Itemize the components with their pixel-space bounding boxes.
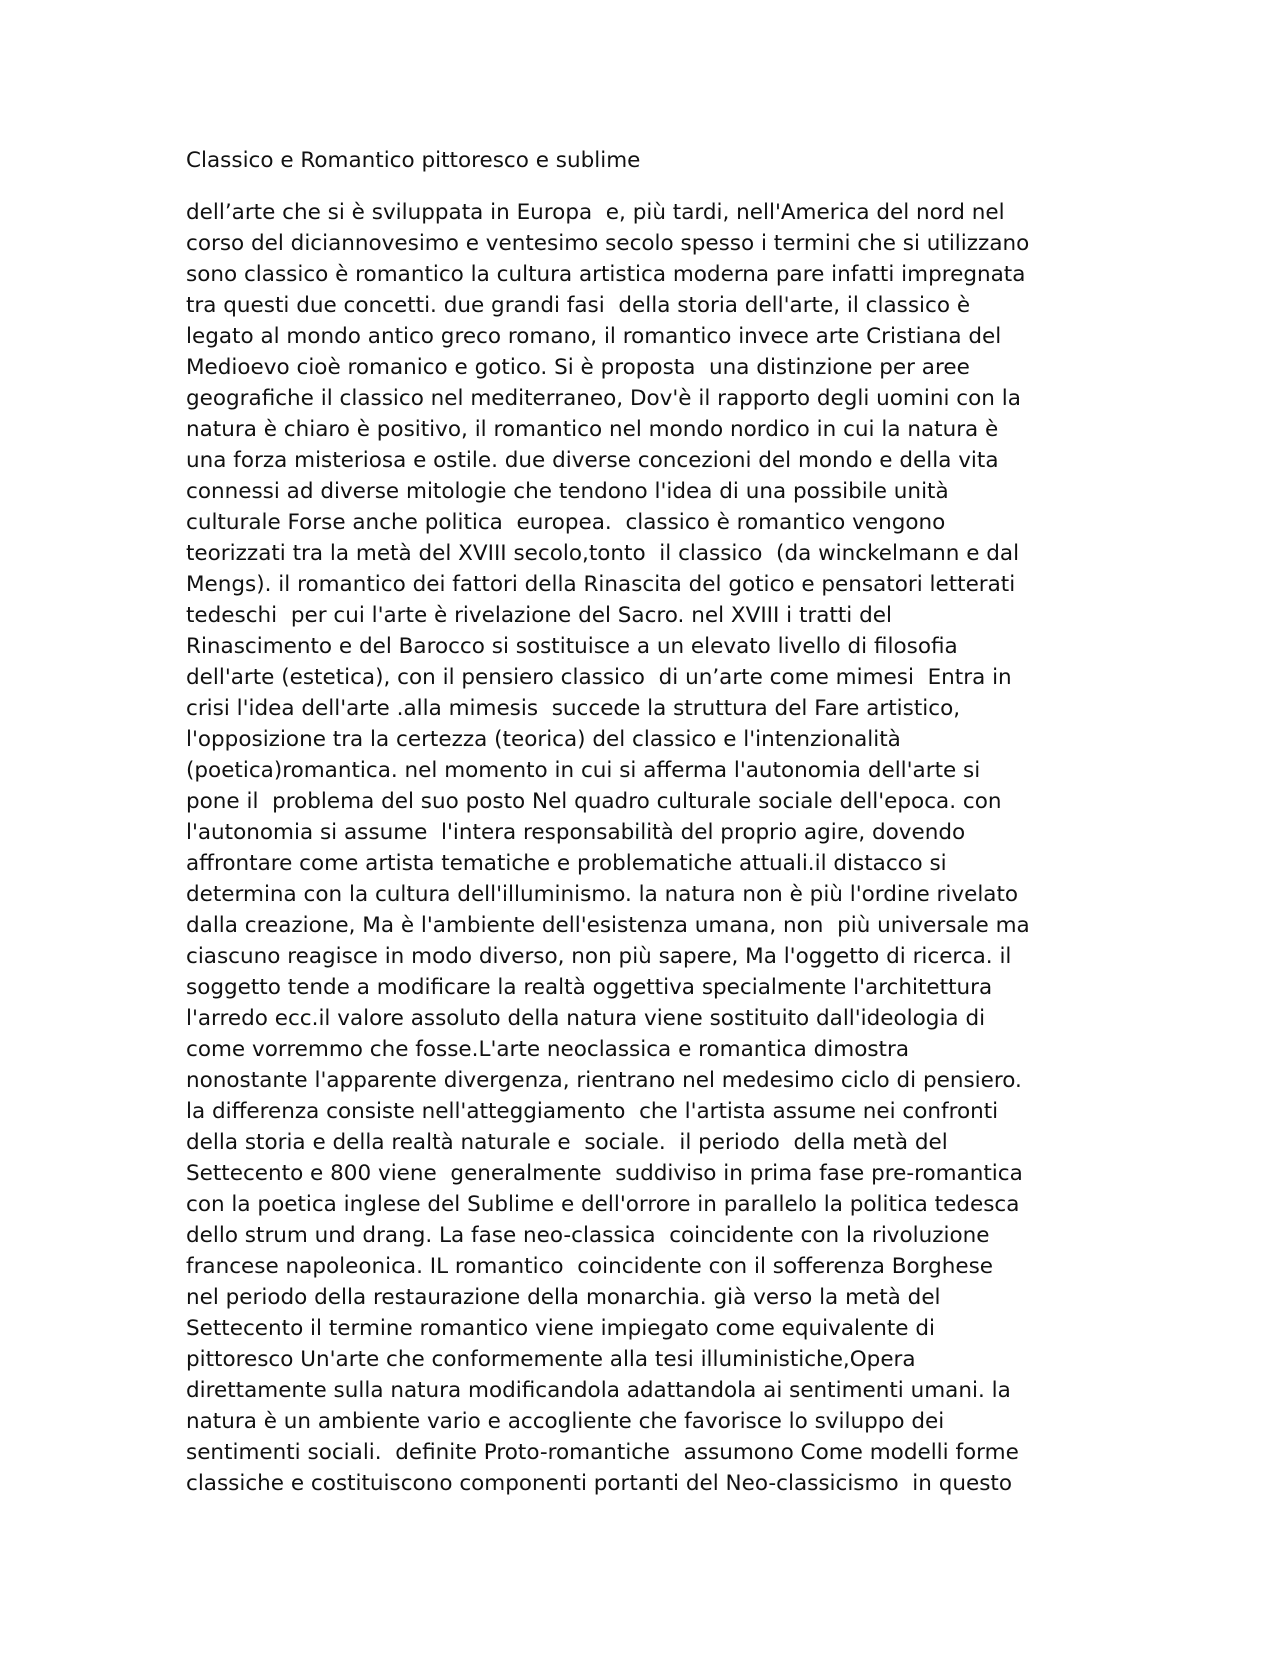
text-line: Settecento e 800 viene generalmente suddiviso in prima fase pre-romantica xyxy=(186,1161,1023,1186)
text-line: Mengs). il romantico dei fattori della Rinascita del gotico e pensatori letterati xyxy=(186,572,1016,597)
text-line: crisi l'idea dell'arte .alla mimesis succede la struttura del Fare artistico, xyxy=(186,696,961,721)
text-line: soggetto tende a modificare la realtà oggettiva specialmente l'architettura xyxy=(186,975,993,1000)
text-line: dalla creazione, Ma è l'ambiente dell'esistenza umana, non più universale ma xyxy=(186,913,1030,938)
text-line: classiche e costituiscono componenti portanti del Neo-classicismo in questo xyxy=(186,1471,1012,1496)
text-line: tra questi due concetti. due grandi fasi della storia dell'arte, il classico è xyxy=(186,293,971,318)
text-line: Medioevo cioè romanico e gotico. Si è proposta una distinzione per aree xyxy=(186,355,970,380)
text-line: dell’arte che si è sviluppata in Europa e, più tardi, nell'America del nord nel xyxy=(186,200,1005,225)
text-line: legato al mondo antico greco romano, il romantico invece arte Cristiana del xyxy=(186,324,1002,349)
document-body xyxy=(186,197,1030,1499)
text-line: pone il problema del suo posto Nel quadro culturale sociale dell'epoca. con xyxy=(186,789,1002,814)
text-line: la differenza consiste nell'atteggiamento che l'artista assume nei confronti xyxy=(186,1099,999,1124)
text-line: corso del diciannovesimo e ventesimo secolo spesso i termini che si utilizzano xyxy=(186,231,1030,256)
text-line: l'opposizione tra la certezza (teorica) del classico e l'intenzionalità xyxy=(186,727,901,752)
text-line: sentimenti sociali. definite Proto-romantiche assumono Come modelli forme xyxy=(186,1440,1019,1465)
text-line: sono classico è romantico la cultura artistica moderna pare infatti impregnata xyxy=(186,262,1026,287)
text-line: teorizzati tra la metà del XVIII secolo,tonto il classico (da winckelmann e dal xyxy=(186,541,1020,566)
text-line: dello strum und drang. La fase neo-classica coincidente con la rivoluzione xyxy=(186,1223,990,1248)
text-line: nel periodo della restaurazione della monarchia. già verso la metà del xyxy=(186,1285,941,1310)
text-line: ciascuno reagisce in modo diverso, non più sapere, Ma l'oggetto di ricerca. il xyxy=(186,944,1012,969)
text-line: tedeschi per cui l'arte è rivelazione del Sacro. nel XVIII i tratti del xyxy=(186,603,892,628)
text-line: pittoresco Un'arte che conformemente alla tesi illuministiche,Opera xyxy=(186,1347,916,1372)
text-line: della storia e della realtà naturale e sociale. il periodo della metà del xyxy=(186,1130,948,1155)
text-line: determina con la cultura dell'illuminismo. la natura non è più l'ordine rivelato xyxy=(186,882,1019,907)
text-line: francese napoleonica. IL romantico coincidente con il sofferenza Borghese xyxy=(186,1254,993,1279)
text-line: connessi ad diverse mitologie che tendono l'idea di una possibile unità xyxy=(186,479,949,504)
text-line: dell'arte (estetica), con il pensiero classico di un’arte come mimesi Entra in xyxy=(186,665,1012,690)
text-line: una forza misteriosa e ostile. due diverse concezioni del mondo e della vita xyxy=(186,448,999,473)
text-line: natura è un ambiente vario e accogliente che favorisce lo sviluppo dei xyxy=(186,1409,945,1434)
text-line: come vorremmo che fosse.L'arte neoclassica e romantica dimostra xyxy=(186,1037,909,1062)
text-line: (poetica)romantica. nel momento in cui si afferma l'autonomia dell'arte si xyxy=(186,758,981,783)
text-line: nonostante l'apparente divergenza, rientrano nel medesimo ciclo di pensiero. xyxy=(186,1068,1022,1093)
text-line: geografiche il classico nel mediterraneo, Dov'è il rapporto degli uomini con la xyxy=(186,386,1021,411)
text-line: culturale Forse anche politica europea. classico è romantico vengono xyxy=(186,510,946,535)
text-line: direttamente sulla natura modificandola adattandola ai sentimenti umani. la xyxy=(186,1378,1011,1403)
text-line: con la poetica inglese del Sublime e dell'orrore in parallelo la politica tedesca xyxy=(186,1192,1020,1217)
text-line: l'arredo ecc.il valore assoluto della natura viene sostituito dall'ideologia di xyxy=(186,1006,986,1031)
document-title: Classico e Romantico pittoresco e sublime xyxy=(186,148,641,173)
text-line: l'autonomia si assume l'intera responsabilità del proprio agire, dovendo xyxy=(186,820,966,845)
text-line: natura è chiaro è positivo, il romantico nel mondo nordico in cui la natura è xyxy=(186,417,999,442)
text-line: Settecento il termine romantico viene impiegato come equivalente di xyxy=(186,1316,935,1341)
text-line: affrontare come artista tematiche e problematiche attuali.il distacco si xyxy=(186,851,947,876)
text-line: Rinascimento e del Barocco si sostituisce a un elevato livello di filosofia xyxy=(186,634,958,659)
